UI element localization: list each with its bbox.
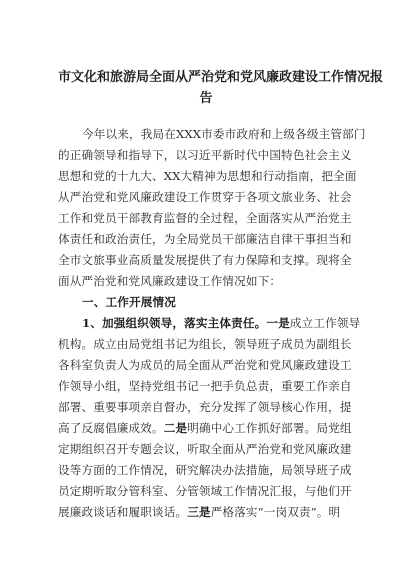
- paragraph-line: 思想和党的十九大、XX大精神为思想和行动指南，把全面: [58, 169, 357, 183]
- paragraph-line: [58, 313, 361, 333]
- section-heading: 一、工作开展情况: [82, 295, 176, 309]
- document-title: 市文化和旅游局全面从严治党和党风廉政建设工作情况报: [58, 70, 384, 85]
- item-heading-bold: 三是: [187, 505, 211, 519]
- item-text: 明确中心工作抓好部署。局党组: [187, 421, 352, 435]
- paragraph-line: 从严治党和党风廉政建设工作贯穿于各项文旅业务、社会: [58, 190, 352, 204]
- paragraph-line: [58, 418, 354, 438]
- item-text: 严格落实“一岗双责”。明: [210, 505, 341, 519]
- document-title-continuation: 告: [199, 91, 213, 106]
- paragraph-line: 员定期听取分管科室、分管领域工作情况汇报，与他们开: [58, 484, 352, 498]
- paragraph-line: 面从严治党和党风廉政建设工作情况如下：: [58, 274, 282, 288]
- paragraph-line: 今年以来，我局在XXX市委市政府和上级各级主管部门: [82, 127, 366, 141]
- item-heading-bold: 二是: [163, 421, 188, 435]
- paragraph-line: 部署、重要事项亲自督办，充分发挥了领导核心作用，提: [58, 400, 352, 414]
- paragraph-line: 工作和党员干部教育监督的全过程，全面落实从严治党主: [58, 211, 352, 225]
- item-heading-bold: 1、加强组织领导，落实主体责任。一是: [82, 316, 290, 330]
- item-text: 高了反腐倡廉成效。: [58, 421, 164, 435]
- item-text: 展廉政谈话和履职谈话。: [58, 505, 188, 519]
- paragraph-line: [58, 502, 354, 522]
- paragraph-line: 作领导小组，坚持党组书记一把手负总责，重要工作亲自: [58, 379, 352, 393]
- paragraph-line: 的正确领导和指导下，以习近平新时代中国特色社会主义: [58, 148, 352, 162]
- paragraph-line: 体责任和政治责任，为全局党员干部廉洁自律干事担当和: [58, 232, 352, 246]
- paragraph-line: 设等方面的工作情况，研究解决办法措施，局领导班子成: [58, 463, 352, 477]
- item-text: 成立工作领导: [289, 316, 361, 330]
- paragraph-line: 各科室负责人为成员的局全面从严治党和党风廉政建设工: [58, 358, 352, 372]
- paragraph-line: 全市文旅事业高质量发展提供了有力保障和支撑。现将全: [58, 253, 352, 267]
- paragraph-line: 机构。成立由局党组书记为组长，领导班子成员为副组长: [58, 337, 352, 351]
- paragraph-line: 定期组织召开专题会议，听取全面从严治党和党风廉政建: [58, 442, 352, 456]
